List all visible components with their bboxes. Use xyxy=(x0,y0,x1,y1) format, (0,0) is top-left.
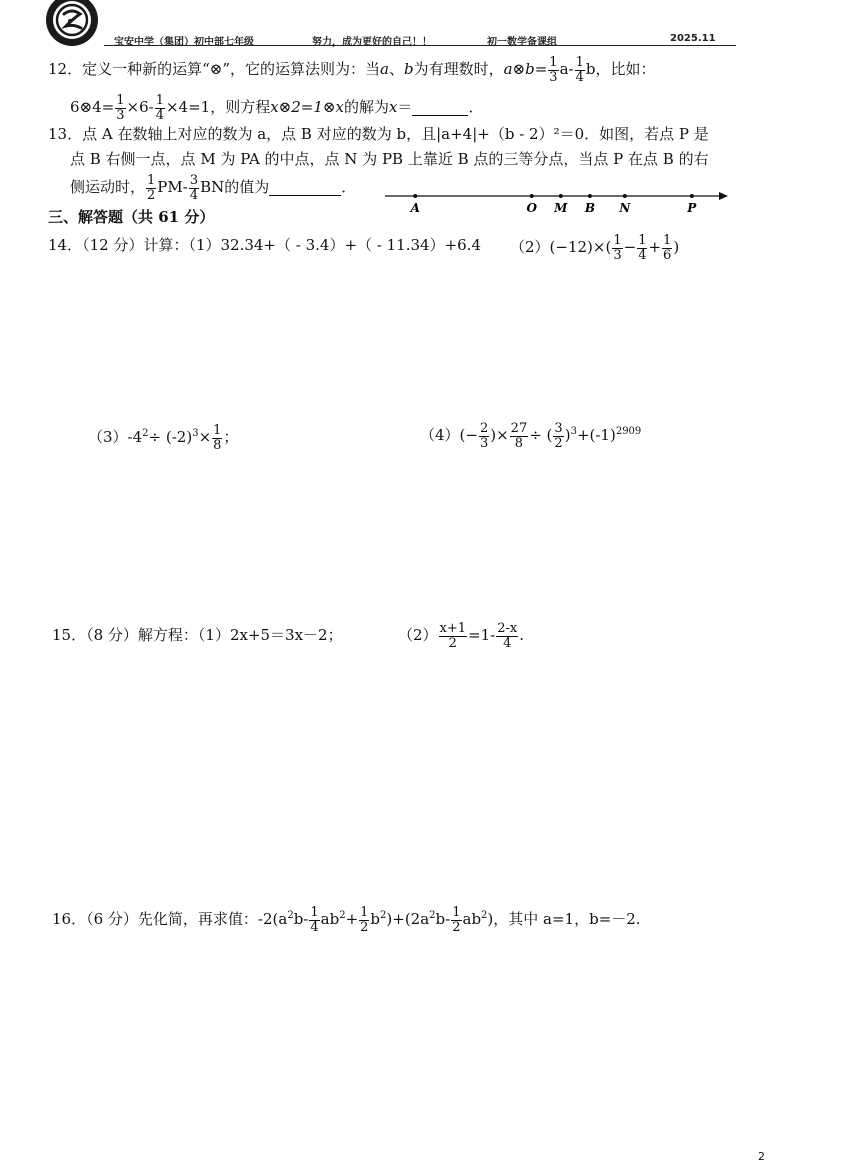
fraction: $\frac{3}{4}$ xyxy=(189,173,199,203)
q14-title: 14．（12 分）计算：（1）32.34+（ - 3.4）+（ - 11.34）+6.4 xyxy=(48,236,481,254)
header-motto: 努力，成为更好的自己！！ xyxy=(312,37,432,48)
q12-line1: 12．定义一种新的运算“⊗”，它的运算法则为：当a、b为有理数时，a⊗b= $\frac{1}{3}$ a- $\frac{1}{4}$ b，比如： xyxy=(48,55,656,85)
svg-text:O: O xyxy=(526,201,537,215)
axis-point-m xyxy=(553,194,568,215)
fraction: $\frac{27}{8}$ xyxy=(510,421,528,451)
axis-point-a xyxy=(410,194,420,215)
answer-blank xyxy=(269,180,341,196)
fraction: $\frac{1}{4}$ xyxy=(638,233,647,263)
q15-title: 15．（8 分）解方程：（1）2x+5＝3x－2； xyxy=(52,626,343,644)
fraction: $\frac{1}{2}$ xyxy=(147,173,156,203)
fraction: $\frac{1}{3}$ xyxy=(613,233,622,263)
fraction: $\frac{1}{6}$ xyxy=(663,233,672,263)
axis-point-n xyxy=(618,194,631,215)
q13-line1: 13．点 A 在数轴上对应的数为 a，点 B 对应的数为 b，且|a+4|+（b - 2）²＝0．如图，若点 P 是 xyxy=(48,125,709,143)
fraction: $\frac{1}{3}$ xyxy=(116,93,125,123)
fraction: $\frac{1}{2}$ xyxy=(360,905,369,935)
fraction: $\frac{3}{2}$ xyxy=(554,421,563,451)
q14-part4: （4）(− $\frac{2}{3}$ )× $\frac{27}{8}$ ÷ ( $\frac{3}{2}$ )$^3+(-1)^{2909}$ xyxy=(420,421,642,451)
axis-point-p xyxy=(686,194,697,215)
svg-text:B: B xyxy=(584,201,596,215)
q14-part3: $(3)-4^2\div (-2)^3\times$ $\frac{1}{8}$ ； xyxy=(88,423,239,453)
q12-line2: 6⊗4= $\frac{1}{3}$ ×6- $\frac{1}{4}$ ×4=1，则方程x⊗2=1⊗x的解为x＝ ． xyxy=(70,93,484,123)
header-date: 2025.11 xyxy=(670,33,716,44)
fraction: $\frac{1}{4}$ xyxy=(575,55,584,85)
svg-text:A: A xyxy=(410,201,420,215)
axis-point-b xyxy=(584,194,595,215)
answer-blank xyxy=(412,100,468,116)
section3-title: 三、解答题（共 61 分） xyxy=(48,208,215,226)
axis-point-o xyxy=(526,194,537,215)
header-rule xyxy=(104,45,736,46)
svg-text:N: N xyxy=(619,201,631,215)
header-school: 宝安中学（集团）初中部七年级 xyxy=(114,37,254,48)
fraction: $\frac{x+1}{2}$ xyxy=(439,621,467,651)
q13-line3: 侧运动时， $\frac{1}{2}$ PM- $\frac{3}{4}$ BN的值为 ． xyxy=(70,173,357,203)
q15-part2: （2） $\frac{x+1}{2}$ =1- $\frac{2-x}{4}$ . xyxy=(398,621,525,651)
header-group: 初一数学备课组 xyxy=(487,37,557,48)
fraction: $\frac{1}{2}$ xyxy=(452,905,461,935)
fraction: $\frac{2-x}{4}$ xyxy=(497,621,518,651)
q14-part2: （2）(−12)×( $\frac{1}{3}$ − $\frac{1}{4}$ + $\frac{1}{6}$ ) xyxy=(510,233,680,263)
number-line-diagram xyxy=(382,186,732,216)
q13-line2: 点 B 右侧一点，点 M 为 PA 的中点，点 N 为 PB 上靠近 B 点的三等分点，当点 P 在点 B 的右 xyxy=(70,150,709,168)
fraction: $\frac{1}{4}$ xyxy=(310,905,319,935)
fraction: $\frac{1}{3}$ xyxy=(549,55,558,85)
fraction: $\frac{1}{8}$ xyxy=(213,423,222,453)
q16-text: 16．（6 分）先化简，再求值：$-2(a^2b-$ $\frac{1}{4}$ $ab^2+$ $\frac{1}{2}$ $b^2)+(2a^2b-$ $\frac{1}{2}$ $ab^2$)，其中 a=1，b=－2. xyxy=(52,905,641,935)
page-number: 2 xyxy=(758,1150,765,1163)
fraction: $\frac{1}{4}$ xyxy=(155,93,164,123)
svg-text:M: M xyxy=(554,201,568,215)
svg-text:P: P xyxy=(687,201,697,215)
school-logo xyxy=(44,0,100,48)
fraction: $\frac{2}{3}$ xyxy=(479,421,489,451)
